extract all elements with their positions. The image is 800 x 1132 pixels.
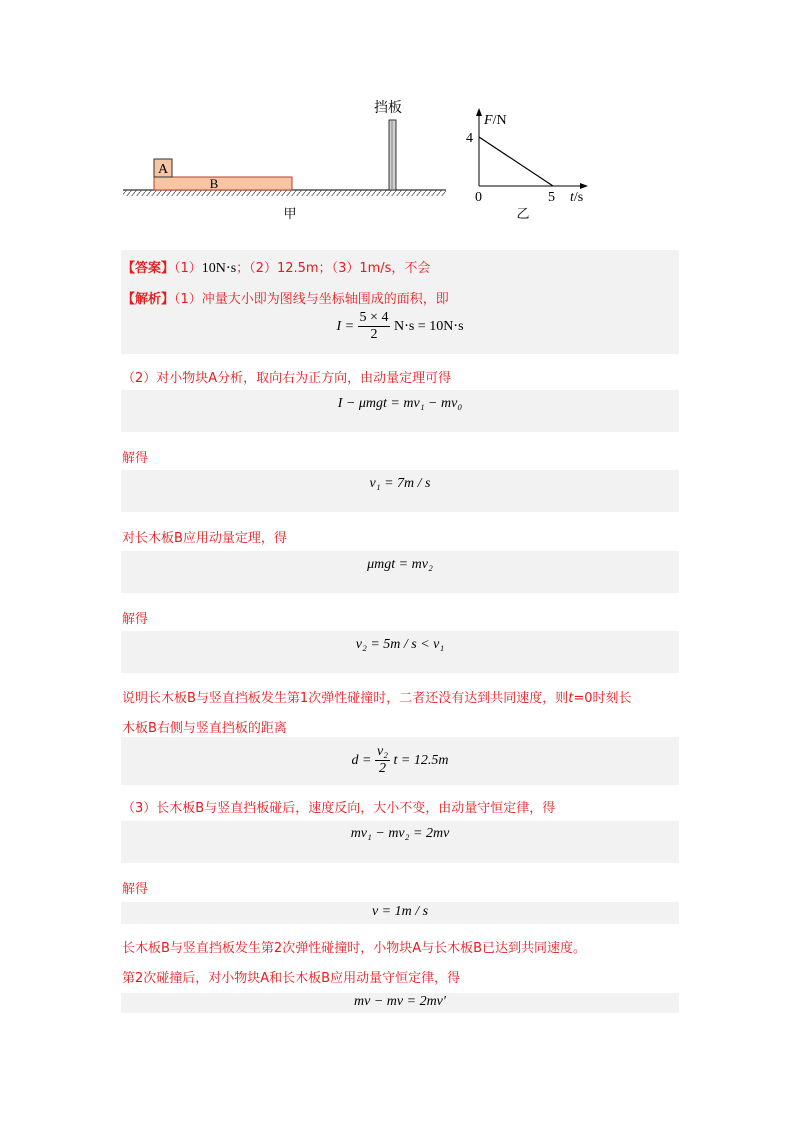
x-tick-label: 5 xyxy=(548,190,555,205)
y-axis-label: F/N xyxy=(484,113,507,128)
solve2-text: 解得 xyxy=(122,612,149,627)
y-axis-arrow xyxy=(476,108,482,116)
eq6-lhs: d = xyxy=(351,752,372,768)
analysis-line xyxy=(122,288,449,307)
eq1-num: 5 × 4 xyxy=(358,310,391,327)
equation-v: v = 1m / s xyxy=(371,904,429,919)
analysis-tag: 【解析】 xyxy=(122,292,175,307)
eq1-rhs: N⋅s = 10N⋅s xyxy=(393,318,464,334)
answer-p3: （3）1m/s，不会 xyxy=(331,261,431,276)
equation-conservation-1: mv₁ − mv₂ = 2mv xyxy=(350,826,450,841)
baffle-label: 挡板 xyxy=(374,100,402,116)
answer-p2: （2）12.5m； xyxy=(249,261,332,276)
explain-line-1 xyxy=(122,687,631,706)
answer-sep: ； xyxy=(236,261,250,276)
y-tick-label: 4 xyxy=(466,131,473,146)
yi-label: 乙 xyxy=(516,207,530,222)
after-collision-text: 第2次碰撞后，对小物块A和长木板B应用动量守恒定律，得 xyxy=(122,971,461,986)
equation-distance xyxy=(121,744,679,777)
explain-a: 说明长木板B与竖直挡板发生第1次弹性碰撞时，二者还没有达到共同速度，则 xyxy=(122,691,569,706)
eq1-fraction xyxy=(358,310,391,343)
equation-momentum-b: μmgt = mv₂ xyxy=(367,557,433,572)
step2-text: （2）对小物块A分析，取向右为正方向，由动量定理可得 xyxy=(122,371,452,386)
x-axis-label: t/s xyxy=(570,190,584,205)
explain-b: =0时刻长 xyxy=(573,691,632,706)
eq1-den: 2 xyxy=(370,327,378,343)
solve3-text: 解得 xyxy=(122,882,149,897)
equation-conservation-2: mv − mv = 2mv′ xyxy=(354,994,446,1009)
figure-yi-graph xyxy=(0,0,800,240)
explain-line-2: 木板B右侧与竖直挡板的距离 xyxy=(122,721,287,736)
equation-impulse xyxy=(121,310,679,343)
second-collision-text: 长木板B与竖直挡板发生第2次弹性碰撞时，小物块A与长木板B已达到共同速度。 xyxy=(122,941,587,956)
eq6-den: 2 xyxy=(379,761,386,777)
analysis-intro: （1）冲量大小即为图线与坐标轴围成的面积，即 xyxy=(174,292,449,307)
step3-text: （3）长木板B与竖直挡板碰后，速度反向，大小不变，由动量守恒定律，得 xyxy=(122,801,556,816)
eq1-lhs: I = xyxy=(336,318,355,334)
answer-p1-value: 10N⋅s xyxy=(201,261,237,276)
jia-label: 甲 xyxy=(283,207,297,222)
block-a-label: A xyxy=(157,162,169,177)
force-line xyxy=(479,137,553,186)
answer-line xyxy=(122,257,430,277)
eq6-rhs: t = 12.5m xyxy=(393,752,449,768)
answer-p1: （1） xyxy=(174,261,202,276)
eq6-fraction xyxy=(375,744,390,777)
equation-v2: v₂ = 5m / s < v₁ xyxy=(355,637,445,652)
equation-v1: v₁ = 7m / s xyxy=(369,476,431,491)
answer-tag: 【答案】 xyxy=(122,261,175,276)
explain-t: t xyxy=(568,691,574,706)
equation-momentum-a: I − μmgt = mv₁ − mv₀ xyxy=(337,396,463,411)
solve1-text: 解得 xyxy=(122,451,149,466)
eq6-num: v₂ xyxy=(375,744,390,761)
x-axis-arrow xyxy=(580,183,588,189)
stepB-text: 对长木板B应用动量定理，得 xyxy=(122,531,287,546)
board-b-label: B xyxy=(209,176,219,191)
origin-label: 0 xyxy=(475,190,482,205)
